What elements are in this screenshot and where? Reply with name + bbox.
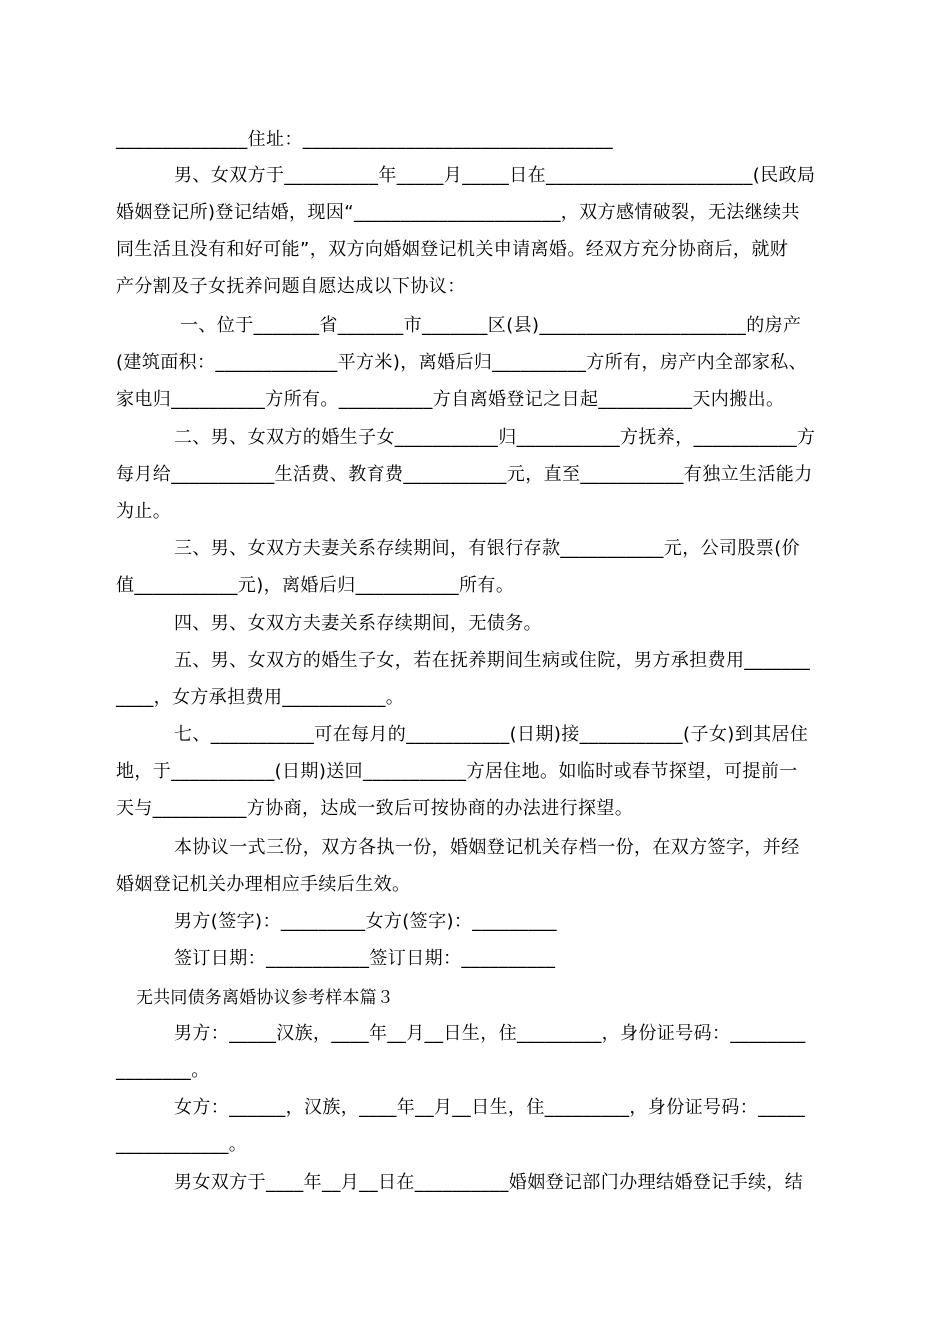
section-heading: 无共同债务离婚协议参考样本篇３ [136, 988, 394, 1008]
clause-3-line: 值___________元)，离婚后归___________所有。 [116, 575, 515, 596]
clause-3-line: 三、男、女双方夫妻关系存续期间，有银行存款___________元，公司股票(价 [174, 538, 801, 559]
effect-line: 本协议一式三份，双方各执一份，婚姻登记机关存档一份，在双方签字，并经 [174, 837, 800, 858]
date-line: 签订日期：___________签订日期：__________ [174, 948, 556, 969]
paragraph-line: 产分割及子女抚养问题自愿达成以下协议： [116, 276, 466, 297]
text-line: ______________住址：_________________________________ [116, 129, 613, 150]
clause-7-line: 天与__________方协商，达成一致后可按协商的办法进行探望。 [116, 798, 634, 819]
paragraph-line: 男、女双方于__________年_____月_____日在______________________(民政局 [174, 165, 816, 186]
clause-5-line: ____，女方承担费用___________。 [116, 687, 405, 708]
clause-2-line: 每月给___________生活费、教育费___________元，直至___________有独立生活能力 [116, 464, 813, 485]
signature-line: 男方(签字)：_________女方(签字)：_________ [174, 911, 557, 932]
clause-7-line: 地，于___________(日期)送回___________方居住地。如临时或春节探望，可提前一 [116, 761, 798, 782]
paragraph-line: 婚姻登记所)登记结婚，现因“______________________，双方感情破裂，无法继续共 [116, 202, 800, 223]
clause-7-line: 七、___________可在每月的___________(日期)接___________(子女)到其居住 [174, 724, 809, 745]
party-female-line: 女方：______，汉族，____年__月__日生，住_________，身份证号码：_____ [174, 1097, 806, 1118]
party-male-line: 男方：_____汉族，____年__月__日生，住_________，身份证号码：________ [174, 1023, 806, 1044]
clause-4-line: 四、男、女双方夫妻关系存续期间，无债务。 [174, 613, 542, 634]
clause-5-line: 五、男、女双方的婚生子女，若在抚养期间生病或住院，男方承担费用_______ [174, 650, 811, 671]
paragraph-line: 男女双方于____年__月__日在__________婚姻登记部门办理结婚登记手续，结 [174, 1172, 804, 1193]
clause-1-line: 家电归__________方所有。__________方自离婚登记之日起__________天内搬出。 [116, 389, 785, 410]
clause-2-line: 为止。 [116, 501, 172, 522]
party-male-line: ________。 [116, 1060, 210, 1081]
paragraph-line: 同生活且没有和好可能”，双方向婚姻登记机关申请离婚。经双方充分协商后，就财 [116, 239, 789, 260]
clause-2-line: 二、男、女双方的婚生子女___________归___________方抚养，___________方 [174, 427, 816, 448]
clause-1-line: 一、位于_______省_______市_______区(县)______________________的房产 [180, 315, 802, 336]
clause-1-line: (建筑面积：_____________平方米)，离婚后归__________方所有，房产内全部家私、 [116, 352, 808, 373]
party-female-line: ____________。 [116, 1134, 248, 1155]
effect-line: 婚姻登记机关办理相应手续后生效。 [116, 874, 411, 895]
